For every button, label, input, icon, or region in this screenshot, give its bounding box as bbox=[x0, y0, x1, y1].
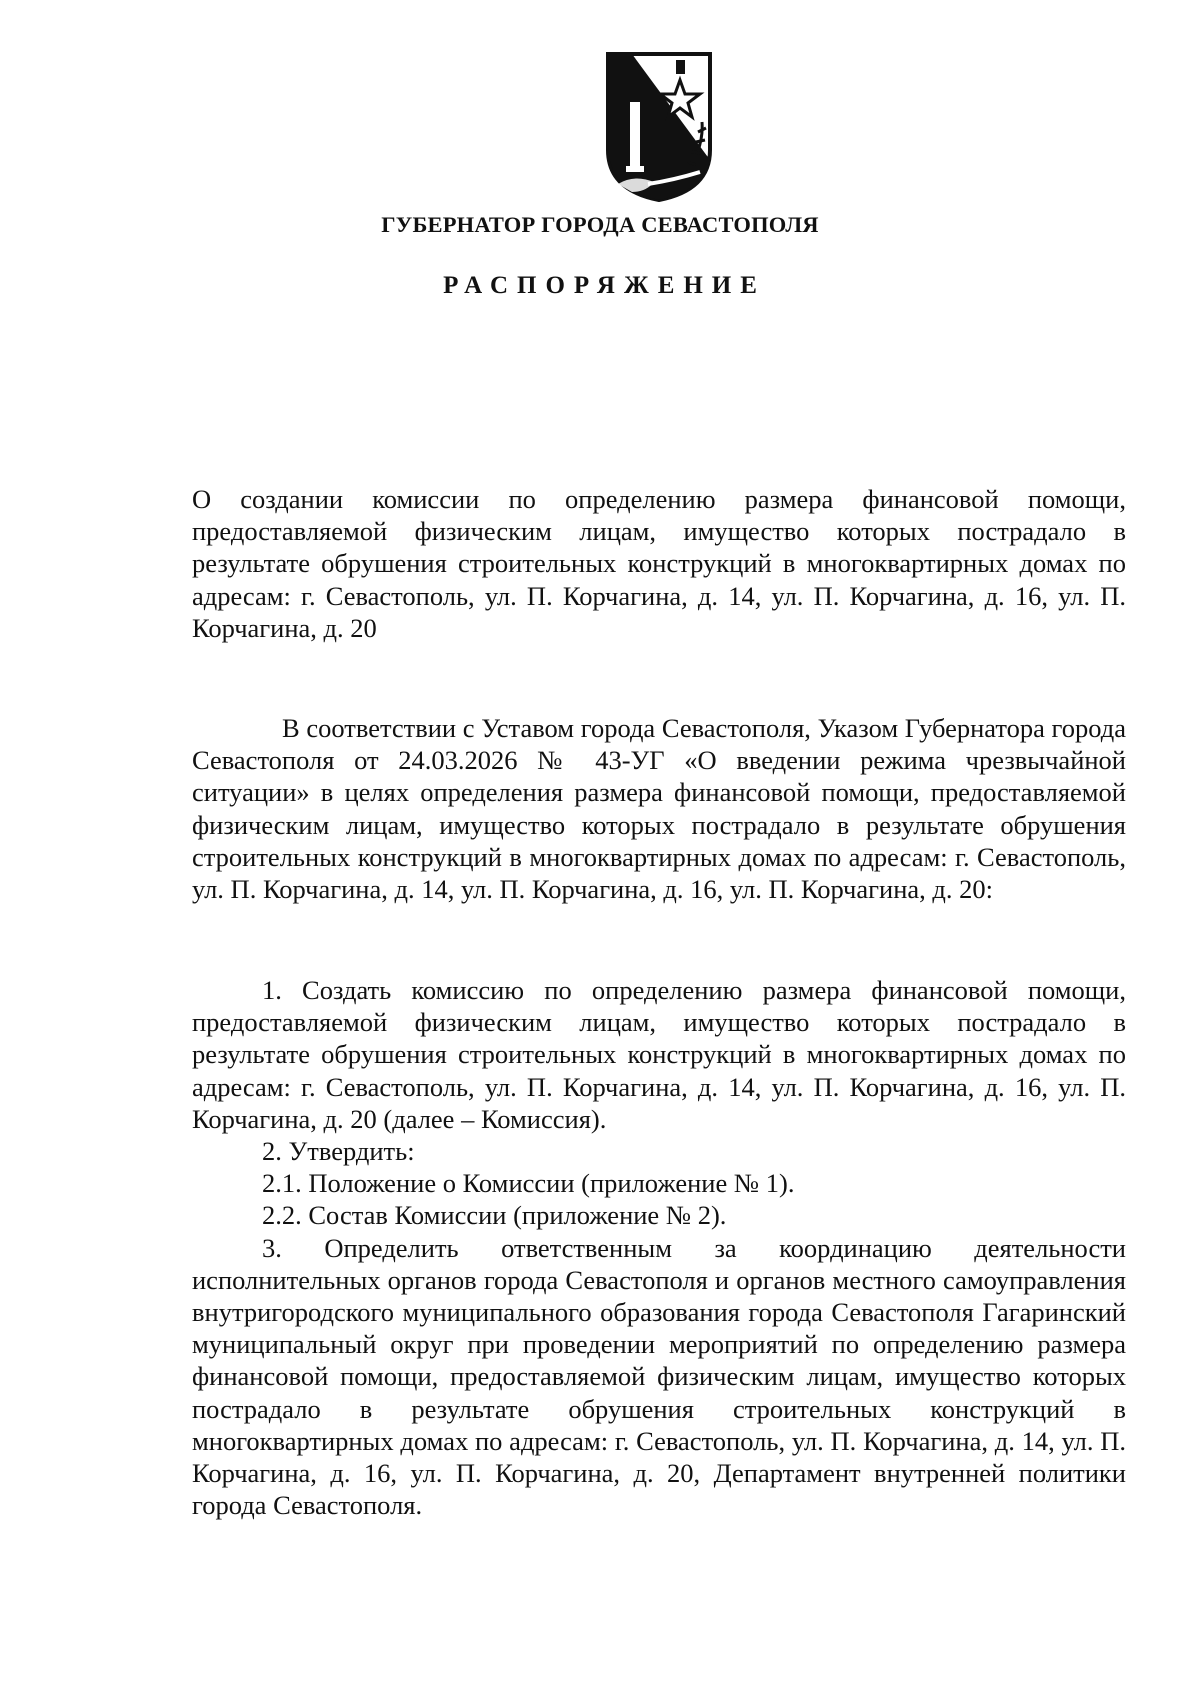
document-preamble: В соответствии с Уставом города Севастополя, Указом Губернатора города Севастополя от 24.03.2026 № 43-УГ «О введении режима чрезвычайной ситуации» в целях определения размера финансовой помощи, предоставляемой физическим лицам, имущество которых пострадало в результате обрушения строительных конструкций в многоквартирных домах по адресам: г. Севастополь, ул. П. Корчагина, д. 14, ул. П. Корчагина, д. 16, ул. П. Корчагина, д. 20: bbox=[192, 713, 1126, 905]
list-item: 3. Определить ответственным за координацию деятельности исполнительных органов города Севастополя и органов местного самоуправления внутригородского муниципального образования города Севастополя Гагаринский муниципальный округ при проведении мероприятий по определению размера финансовой помощи, предоставляемой физическим лицам, имущество которых пострадало в результате обрушения строительных конструкций в многоквартирных домах по адресам: г. Севастополь, ул. П. Корчагина, д. 14, ул. П. Корчагина, д. 16, ул. П. Корчагина, д. 20, Департамент внутренней политики города Севастополя. bbox=[192, 1232, 1126, 1521]
list-item: 1. Создать комиссию по определению размера финансовой помощи, предоставляемой физическим лицам, имущество которых пострадало в результате обрушения строительных конструкций в многоквартирных домах по адресам: г. Севастополь, ул. П. Корчагина, д. 14, ул. П. Корчагина, д. 16, ул. П. Корчагина, д. 20 (далее – Комиссия). bbox=[192, 975, 1126, 1134]
document-type: РАСПОРЯЖЕНИЕ bbox=[443, 272, 766, 299]
document-subject: О создании комиссии по определению размера финансовой помощи, предоставляемой физическим лицам, имущество которых пострадало в результате обрушения строительных конструкций в многоквартирных домах по адресам: г. Севастополь, ул. П. Корчагина, д. 14, ул. П. Корчагина, д. 16, ул. П. Корчагина, д. 20 bbox=[192, 484, 1126, 643]
document-items bbox=[192, 974, 1126, 1521]
issuing-authority: ГУБЕРНАТОР ГОРОДА СЕВАСТОПОЛЯ bbox=[381, 212, 819, 237]
coat-of-arms-icon bbox=[604, 50, 714, 202]
list-item: 2.1. Положение о Комиссии (приложение № 1). bbox=[262, 1168, 795, 1199]
list-item: 2. Утвердить: bbox=[262, 1136, 415, 1167]
list-item: 2.2. Состав Комиссии (приложение № 2). bbox=[262, 1200, 727, 1231]
